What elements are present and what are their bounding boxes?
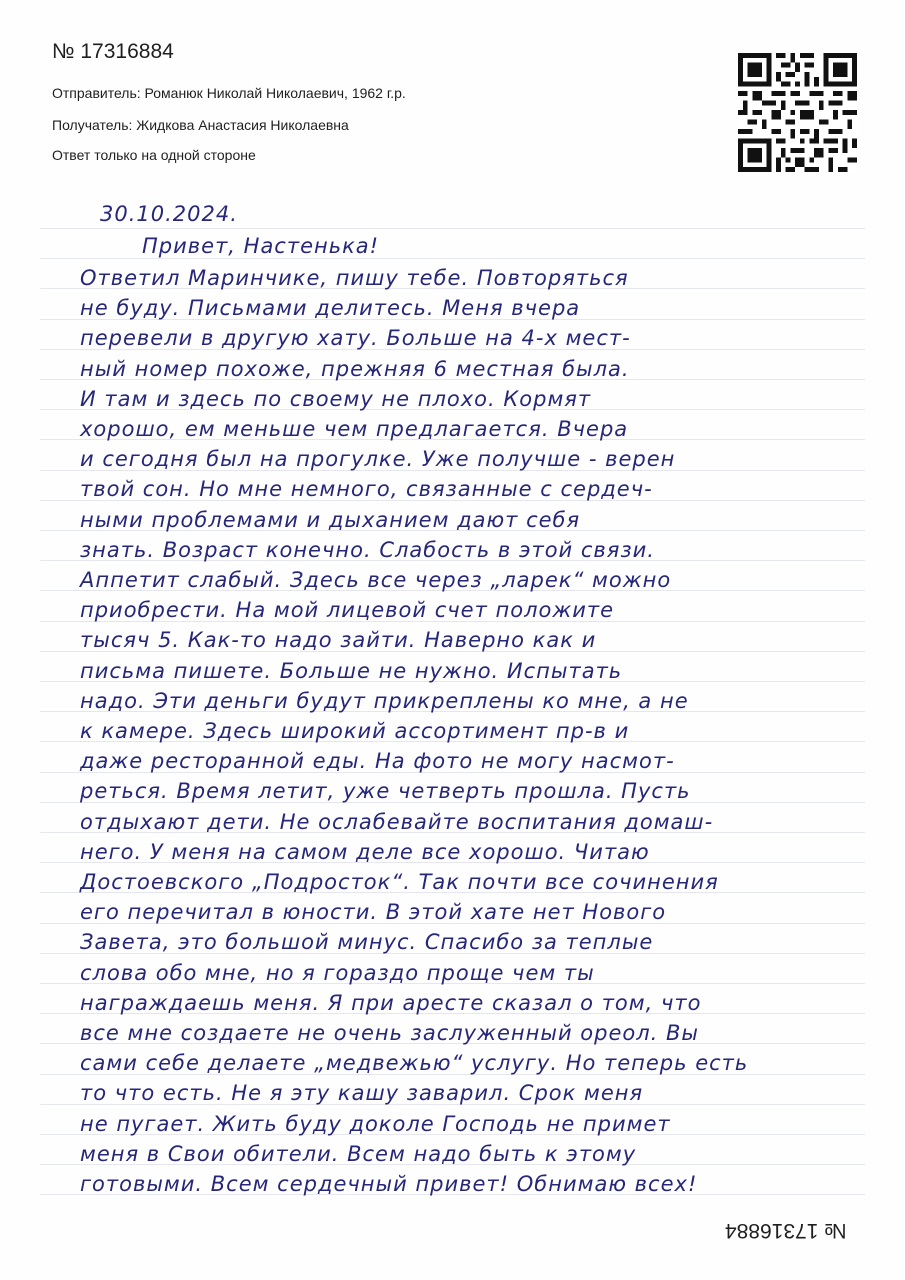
letter-line: сами себе делаете „медвежью“ услугу. Но теперь есть <box>80 1051 749 1076</box>
reply-note: Ответ только на одной стороне <box>52 147 256 163</box>
letter-line: Достоевского „Подросток“. Так почти все сочинения <box>80 870 719 894</box>
recipient-line: Получатель: Жидкова Анастасия Николаевна <box>52 117 349 133</box>
letter-line: не буду. Письмами делитесь. Меня вчера <box>80 296 581 321</box>
letter-number: № 17316884 <box>52 40 174 63</box>
footer-number: № 17316884 <box>725 1219 847 1242</box>
letter-line: то что есть. Не я эту кашу заварил. Срок меня <box>80 1081 644 1106</box>
letter-date: 30.10.2024. <box>100 202 238 226</box>
letter-line: награждаешь меня. Я при аресте сказал о том, что <box>80 990 702 1015</box>
letter-line: ными проблемами и дыханием дают себя <box>80 507 581 532</box>
letter-line: все мне создаете не очень заслуженный ореол. Вы <box>80 1021 700 1045</box>
letter-line: надо. Эти деньги будут прикреплены ко мне, а не <box>80 688 689 713</box>
letter-line: Аппетит слабый. Здесь все через „ларек“ можно <box>80 568 672 592</box>
letter-line: твой сон. Но мне немного, связанные с сердеч- <box>80 477 653 502</box>
letter-line: не пугает. Жить буду доколе Господь не примет <box>80 1111 671 1136</box>
letter-line: перевели в другую хату. Больше на 4-х мест- <box>80 326 631 351</box>
letter-line: реться. Время летит, уже четверть прошла. Пусть <box>80 779 691 804</box>
letter-line: ный номер похоже, прежняя 6 местная была. <box>80 356 630 381</box>
letter-line: Ответил Маринчике, пишу тебе. Повторяться <box>80 266 629 290</box>
letter-line: даже ресторанной еды. На фото не могу насмот- <box>80 749 675 774</box>
letter-line: его перечитал в юности. В этой хате нет Нового <box>80 900 667 925</box>
letter-line: готовыми. Всем сердечный привет! Обнимаю всех! <box>80 1172 698 1196</box>
letter-line: тысяч 5. Как-то надо зайти. Наверно как и <box>80 628 597 653</box>
letter-line: к камере. Здесь широкий ассортимент пр-в и <box>80 719 630 743</box>
ruled-line <box>40 258 865 259</box>
letter-line: письма пишете. Больше не нужно. Испытать <box>80 658 623 683</box>
ruled-line <box>40 228 865 229</box>
letter-greeting: Привет, Настенька! <box>142 234 380 258</box>
letter-line: меня в Свои обители. Всем надо быть к этому <box>80 1141 637 1166</box>
letter-line: И там и здесь по своему не плохо. Кормят <box>80 386 592 411</box>
letter-line: него. У меня на самом деле все хорошо. Читаю <box>80 839 650 864</box>
letter-line: слова обо мне, но я гораздо проще чем ты <box>80 960 595 985</box>
letter-line: знать. Возраст конечно. Слабость в этой связи. <box>80 537 655 562</box>
letter-line: отдыхают дети. Не ослабевайте воспитания домаш- <box>80 809 714 834</box>
letter-line: Завета, это большой минус. Спасибо за теплые <box>80 930 654 955</box>
letter-line: и сегодня был на прогулке. Уже получше - верен <box>80 447 676 472</box>
sender-line: Отправитель: Романюк Николай Николаевич, 1962 г.р. <box>52 85 406 101</box>
qr-code-icon <box>738 53 857 172</box>
letter-line: приобрести. На мой лицевой счет положите <box>80 598 615 623</box>
letter-line: хорошо, ем меньше чем предлагается. Вчера <box>80 417 629 441</box>
